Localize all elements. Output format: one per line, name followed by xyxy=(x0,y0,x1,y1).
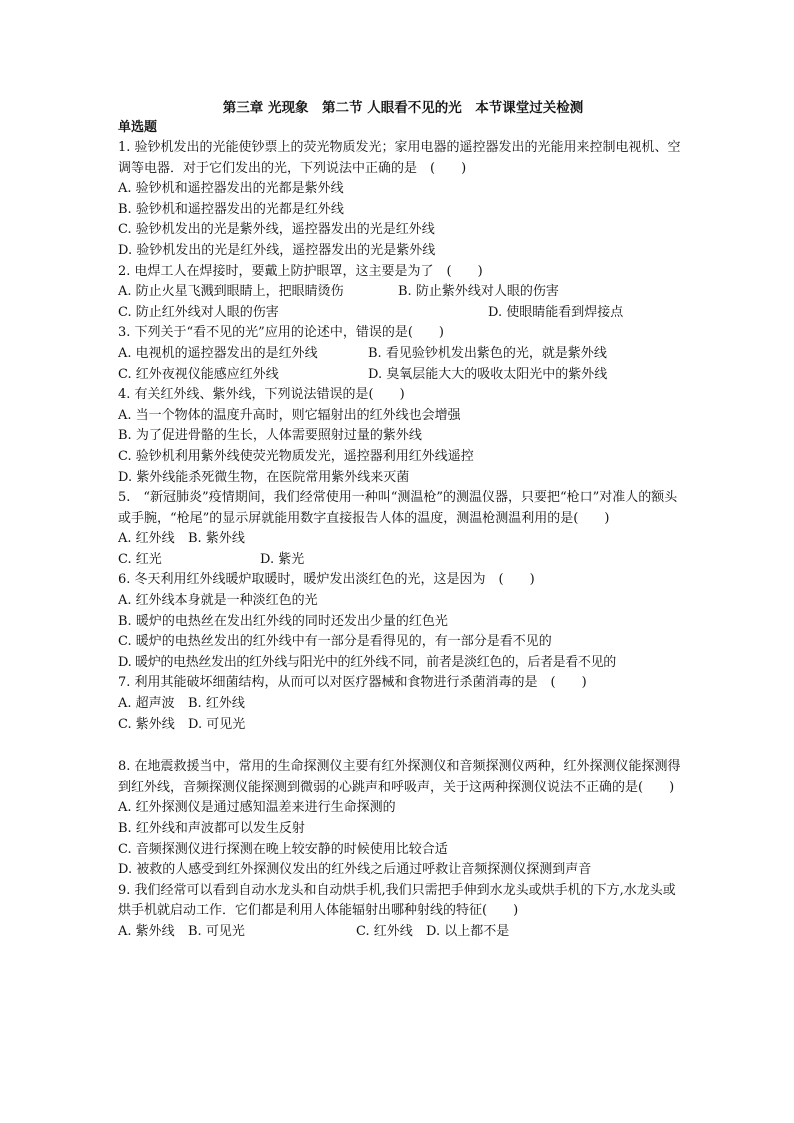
option-c: C. 验钞机利用紫外线使荧光物质发光，遥控器利用红外线遥控 xyxy=(118,448,474,464)
question-stem: 5. “新冠肺炎”疫情期间，我们经常使用一种叫“测温枪”的测温仪器，只要把“枪口”对准人的额头或手腕，“枪尾”的显示屏就能用数字直接报告人体的温度，测温枪测温利用的是( ) xyxy=(118,490,678,526)
question-stem: 6. 冬天利用红外线暖炉取暖时，暖炉发出淡红色的光，这是因为 ( ) xyxy=(118,572,535,588)
question-stem: 7. 利用其能破坏细菌结构，从而可以对医疗器械和食物进行杀菌消毒的是 ( ) xyxy=(118,675,587,691)
option-b: B. 可见光 xyxy=(188,923,245,939)
option-d: D. 被救的人感受到红外探测仪发出的红外线之后通过呼救让音频探测仪探测到声音 xyxy=(118,862,592,878)
option-a: A. 电视机的遥控器发出的是红外线 xyxy=(118,345,318,361)
option-c: C. 防止红外线对人眼的伤害 xyxy=(118,304,279,320)
option-b: B. 看见验钞机发出紫色的光，就是紫外线 xyxy=(368,345,607,361)
question-2 xyxy=(118,262,688,324)
section-heading: 单选题 xyxy=(118,120,158,135)
options-row xyxy=(118,282,688,303)
option-a: A. 防止火星飞溅到眼睛上，把眼睛烫伤 xyxy=(118,284,344,300)
question-stem: 4. 有关红外线、紫外线，下列说法错误的是( ) xyxy=(118,387,405,403)
options-row xyxy=(118,550,688,571)
options-row xyxy=(118,365,688,386)
spacer xyxy=(118,735,688,757)
option-b: B. 红外线 xyxy=(188,696,245,712)
option-a: A. 验钞机和遥控器发出的光都是紫外线 xyxy=(118,181,344,197)
question-stem: 8. 在地震救援当中，常用的生命探测仪主要有红外探测仪和音频探测仪两种，红外探测仪能探测得到红外线，音频探测仪能探测到微弱的心跳声和呼吸声，关于这两种探测仪说法不正确的是( ) xyxy=(118,759,681,795)
option-b: B. 红外线和声波都可以发生反射 xyxy=(118,821,305,836)
option-d: D. 暖炉的电热丝发出的红外线与阳光中的红外线不同，前者是淡红色的，后者是看不见的 xyxy=(118,654,616,670)
question-stem: 2. 电焊工人在焊接时，要戴上防护眼罩，这主要是为了 ( ) xyxy=(118,263,483,279)
document-content xyxy=(118,98,688,943)
options-row xyxy=(118,529,688,550)
option-b: B. 验钞机和遥控器发出的光都是红外线 xyxy=(118,201,344,217)
option-c: C. 红外线 xyxy=(356,923,413,939)
option-b: B. 为了促进骨骼的生长，人体需要照射过量的紫外线 xyxy=(118,428,422,444)
question-stem: 3. 下列关于“看不见的光”应用的论述中，错误的是( ) xyxy=(118,325,444,341)
question-1 xyxy=(118,138,688,262)
question-4 xyxy=(118,385,688,488)
option-d: D. 以上都不是 xyxy=(426,923,510,939)
question-stem: 9. 我们经常可以看到自动水龙头和自动烘手机,我们只需把手伸到水龙头或烘手机的下方,水龙头或烘手机就启动工作．它们都是利用人体能辐射出哪种射线的特征( ) xyxy=(118,882,676,919)
option-a: A. 当一个物体的温度升高时，则它辐射出的红外线也会增强 xyxy=(118,407,461,423)
option-d: D. 臭氧层能大大的吸收太阳光中的紫外线 xyxy=(368,366,608,382)
option-a: A. 红外线 xyxy=(118,531,175,547)
option-d: D. 可见光 xyxy=(188,716,246,732)
options-row xyxy=(118,344,688,365)
option-a: A. 超声波 xyxy=(118,696,175,712)
option-b: B. 防止紫外线对人眼的伤害 xyxy=(398,284,559,300)
option-c: C. 红光 xyxy=(118,551,162,567)
option-b: B. 紫外线 xyxy=(188,531,245,547)
option-c: C. 音频探测仪进行探测在晚上较安静的时候使用比较合适 xyxy=(118,841,448,857)
options-row xyxy=(118,694,688,715)
question-6 xyxy=(118,570,688,673)
question-5 xyxy=(118,488,688,570)
option-a: A. 紫外线 xyxy=(118,923,175,939)
option-d: D. 验钞机发出的光是红外线，遥控器发出的光是紫外线 xyxy=(118,242,436,258)
page-title: 第三章 光现象 第二节 人眼看不见的光 本节课堂过关检测 xyxy=(222,100,584,116)
option-d: D. 紫光 xyxy=(260,551,305,567)
option-d: D. 紫外线能杀死微生物，在医院常用紫外线来灭菌 xyxy=(118,469,410,485)
options-row xyxy=(118,922,688,943)
option-a: A. 红外探测仪是通过感知温差来进行生命探测的 xyxy=(118,800,396,816)
question-7 xyxy=(118,673,688,735)
question-8 xyxy=(118,757,688,881)
question-3 xyxy=(118,323,688,385)
question-9 xyxy=(118,881,688,943)
option-c: C. 暖炉的电热丝发出的红外线中有一部分是看得见的，有一部分是看不见的 xyxy=(118,634,552,650)
options-row xyxy=(118,303,688,324)
option-c: C. 验钞机发出的光是紫外线，遥控器发出的光是红外线 xyxy=(118,222,435,238)
option-b: B. 暖炉的电热丝在发出红外线的同时还发出少量的红色光 xyxy=(118,613,448,629)
option-c: C. 紫外线 xyxy=(118,716,175,732)
question-stem: 1. 验钞机发出的光能使钞票上的荧光物质发光；家用电器的遥控器发出的光能用来控制电视机、空调等电器．对于它们发出的光，下列说法中正确的是 ( ) xyxy=(118,140,681,176)
option-d: D. 使眼睛能看到焊接点 xyxy=(488,304,624,320)
option-c: C. 红外夜视仪能感应红外线 xyxy=(118,366,279,382)
option-a: A. 红外线本身就是一种淡红色的光 xyxy=(118,593,318,609)
options-row xyxy=(118,715,688,736)
